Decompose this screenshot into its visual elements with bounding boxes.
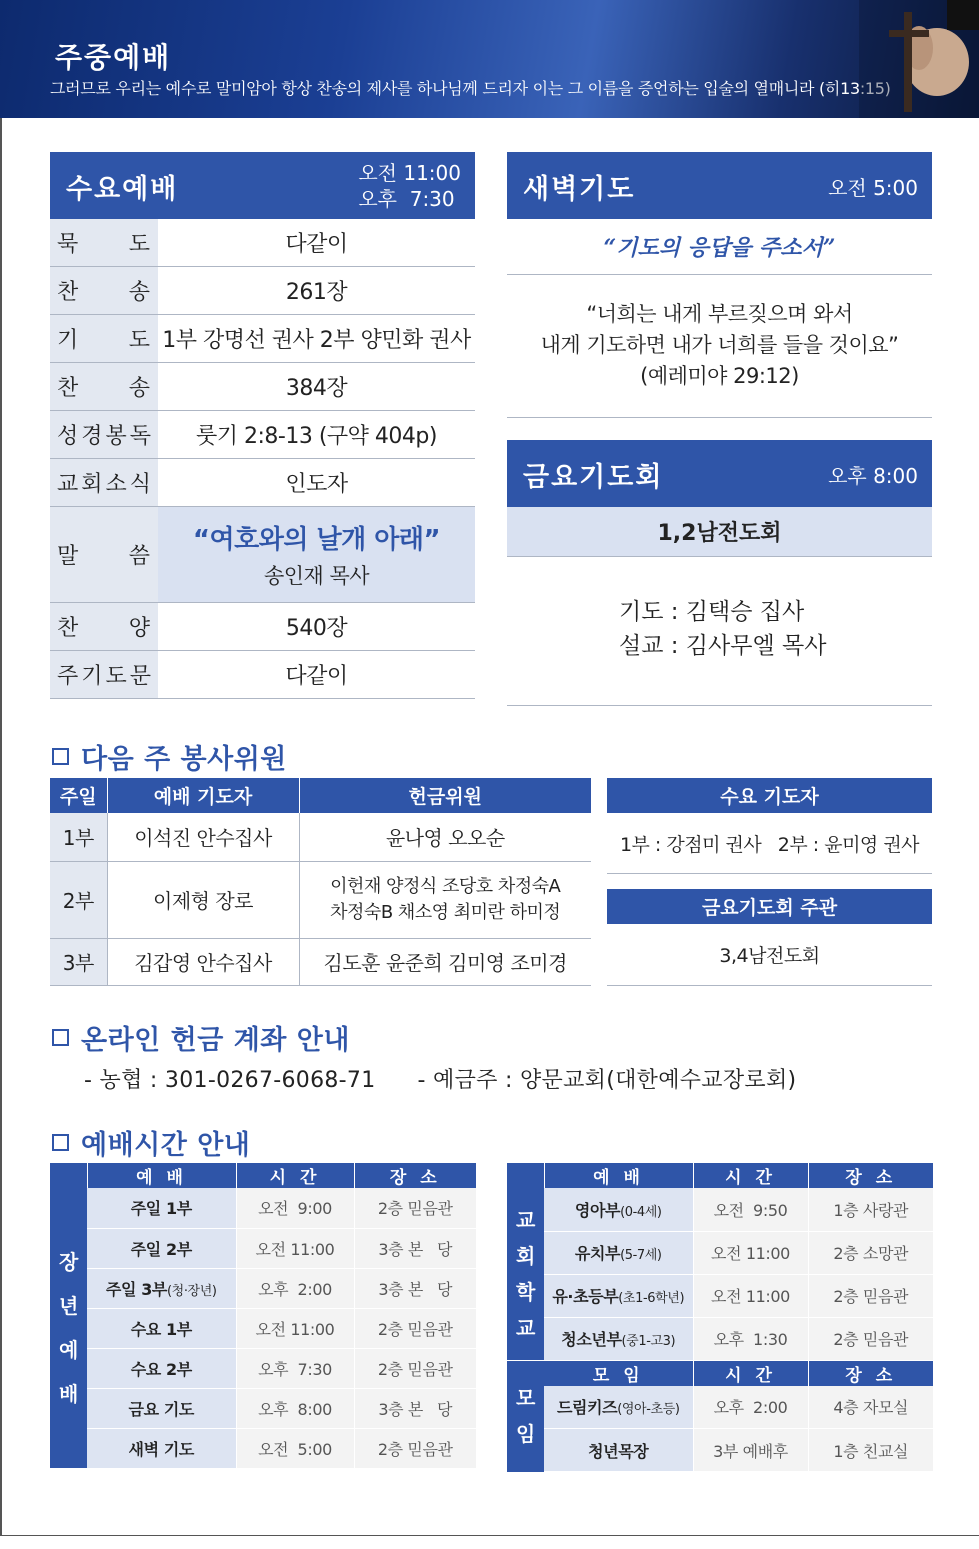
- schedule-section-title: 예배시간 안내: [52, 1123, 250, 1162]
- order-value: 384장: [285, 376, 348, 401]
- wednesday-header: [50, 152, 475, 219]
- table-row: [50, 861, 591, 938]
- service-time: 오전 9:00: [236, 1188, 354, 1228]
- offering-members: 김도훈 윤준희 김미영 조미경: [299, 938, 591, 985]
- meeting-side-label: 모 임: [507, 1360, 544, 1472]
- column-header: 장 소: [354, 1163, 476, 1188]
- wednesday-worship: [50, 152, 475, 699]
- order-row: [50, 411, 475, 459]
- department-name: 유치부(5-7세): [544, 1231, 693, 1274]
- adult-worship-table: [50, 1163, 476, 1469]
- order-label: 찬 송: [50, 267, 158, 314]
- service-place: 2층 믿음관: [354, 1348, 476, 1388]
- table-row: [50, 1268, 476, 1308]
- bank-account: - 농협 : 301-0267-6068-71: [84, 1068, 376, 1093]
- column-header: 장 소: [808, 1163, 933, 1188]
- order-value: 540장: [285, 616, 348, 641]
- department-time: 오전 11:00: [693, 1274, 808, 1317]
- prayer-leader: 이제형 장로: [107, 861, 299, 938]
- meeting-name: 청년목장: [544, 1429, 693, 1472]
- online-section-title: 온라인 헌금 계좌 안내: [52, 1018, 350, 1057]
- service-time: 오전 5:00: [236, 1428, 354, 1468]
- wednesday-times: [358, 160, 461, 212]
- order-row: [50, 363, 475, 411]
- dawn-quote: [507, 275, 932, 392]
- sermon-label: 말 씀: [50, 507, 158, 602]
- wednesday-prayer-header: 수요 기도자: [607, 778, 932, 813]
- service-place: 2층 믿음관: [354, 1188, 476, 1228]
- service-place: 2층 믿음관: [354, 1308, 476, 1348]
- column-header: 주일: [50, 778, 107, 813]
- service-name: 새벽 기도: [87, 1428, 236, 1468]
- order-row: [50, 651, 475, 699]
- service-place: 3층 본 당: [354, 1388, 476, 1428]
- order-value: 1부 강명선 권사 2부 양민화 권사: [162, 328, 471, 353]
- table-row: [50, 1348, 476, 1388]
- order-label: 찬 송: [50, 363, 158, 410]
- table-row: [50, 1388, 476, 1428]
- quote-line: 내게 기도하면 내가 너희를 들을 것이요”: [540, 333, 899, 357]
- order-label: 묵 도: [50, 219, 158, 266]
- quote-line: “너희는 내게 부르짖으며 와서: [586, 302, 853, 326]
- service-name: 수요 2부: [87, 1348, 236, 1388]
- wednesday-time-am: 오전 11:00: [358, 161, 461, 185]
- account-info: [84, 1063, 796, 1094]
- adult-side-label: 장 년 예 배: [50, 1188, 87, 1468]
- friday-group: 1,2남전도회: [507, 507, 932, 557]
- table-row: [50, 813, 591, 861]
- checkbox-square-icon: [52, 1029, 69, 1046]
- table-row: [507, 1188, 933, 1231]
- service-part: 1부: [50, 813, 107, 861]
- checkbox-square-icon: [52, 748, 69, 765]
- table-header-row: [507, 1163, 933, 1188]
- account-holder: - 예금주 : 양문교회(대한예수교장로회): [417, 1068, 797, 1093]
- meeting-time: 3부 예배후: [693, 1429, 808, 1472]
- dawn-prayer: [507, 152, 932, 418]
- department-time: 오전 9:50: [693, 1188, 808, 1231]
- table-row: [50, 1188, 476, 1228]
- table-row: [507, 1429, 933, 1472]
- table-row: [507, 1231, 933, 1274]
- department-time: 오전 11:00: [693, 1231, 808, 1274]
- sermon-preacher: 송인재 목사: [263, 564, 370, 588]
- friday-details: [507, 557, 932, 663]
- wednesday-title: 수요예배: [66, 174, 179, 205]
- wednesday-time-pm: 오후 7:30: [358, 187, 455, 211]
- friday-prayer: [507, 440, 932, 706]
- friday-header: [507, 440, 932, 507]
- friday-time: 오후 8:00: [828, 464, 918, 488]
- banner: [0, 0, 979, 118]
- order-row: [50, 459, 475, 507]
- column-header: 예 배: [87, 1163, 236, 1188]
- meeting-time: 오후 2:00: [693, 1386, 808, 1429]
- table-row: [507, 1386, 933, 1429]
- school-side-label: 교 회 학 교: [507, 1188, 544, 1360]
- department-time: 오후 1:30: [693, 1317, 808, 1360]
- column-header: 모 임: [544, 1360, 693, 1386]
- table-row: [50, 938, 591, 985]
- order-label: 기 도: [50, 315, 158, 362]
- department-place: 2층 믿음관: [808, 1274, 933, 1317]
- column-header: 장 소: [808, 1360, 933, 1386]
- department-name: 영아부(0-4세): [544, 1188, 693, 1231]
- dawn-header: [507, 152, 932, 219]
- sermon-value: [158, 507, 475, 602]
- service-place: 2층 믿음관: [354, 1428, 476, 1468]
- wednesday-prayer-box: [607, 778, 932, 874]
- order-label: 교회소식: [50, 459, 158, 506]
- table-row: [507, 1274, 933, 1317]
- volunteers-section-title: 다음 주 봉사위원: [52, 737, 287, 776]
- table-row: [507, 1317, 933, 1360]
- friday-host-box: [607, 889, 932, 986]
- table-header-row: [50, 1163, 476, 1188]
- service-name: 수요 1부: [87, 1308, 236, 1348]
- friday-host-header: 금요기도회 주관: [607, 889, 932, 924]
- service-name: 주일 2부: [87, 1228, 236, 1268]
- wednesday-prayer-value: 1부 : 강점미 권사 2부 : 윤미영 권사: [607, 813, 932, 874]
- sermon-row: [50, 507, 475, 603]
- church-school-table: [507, 1163, 933, 1472]
- service-time: 오후 7:30: [236, 1348, 354, 1388]
- friday-prayer-leader: 기도 : 김택승 집사: [619, 599, 805, 625]
- service-place: 3층 본 당: [354, 1268, 476, 1308]
- department-place: 2층 소망관: [808, 1231, 933, 1274]
- offering-members: 이헌재 양정식 조당호 차정숙A 차정숙B 채소영 최미란 하미정: [299, 861, 591, 938]
- table-row: [50, 1428, 476, 1468]
- order-row: [50, 219, 475, 267]
- meeting-name: 드림키즈(영아-초등): [544, 1386, 693, 1429]
- prayer-leader: 김갑영 안수집사: [107, 938, 299, 985]
- banner-verse: 그러므로 우리는 예수로 말미암아 항상 찬송의 제사를 하나님께 드리자 이는 그 이름을 증언하는 입술의 열매니라 (히13:15): [50, 79, 891, 98]
- praying-hands-icon: [859, 0, 979, 118]
- banner-title: 주중예배: [55, 41, 172, 74]
- column-header: 시 간: [693, 1360, 808, 1386]
- friday-title: 금요기도회: [523, 462, 664, 493]
- checkbox-square-icon: [52, 1134, 69, 1151]
- order-label: 찬 양: [50, 603, 158, 650]
- order-label: 주기도문: [50, 651, 158, 698]
- friday-host-value: 3,4남전도회: [607, 924, 932, 986]
- dawn-time: 오전 5:00: [828, 176, 918, 200]
- order-value: 261장: [285, 280, 348, 305]
- service-time: 오후 2:00: [236, 1268, 354, 1308]
- service-time: 오전 11:00: [236, 1228, 354, 1268]
- department-name: 청소년부(중1-고3): [544, 1317, 693, 1360]
- order-row: [50, 267, 475, 315]
- order-value: 룻기 2:8-13 (구약 404p): [196, 424, 437, 449]
- service-place: 3층 본 당: [354, 1228, 476, 1268]
- column-header: 시 간: [236, 1163, 354, 1188]
- order-value: 인도자: [285, 472, 348, 497]
- friday-preacher: 설교 : 김사무엘 목사: [619, 633, 827, 659]
- table-row: [50, 1228, 476, 1268]
- order-value: 다같이: [285, 232, 348, 257]
- prayer-leader: 이석진 안수집사: [107, 813, 299, 861]
- table-header-row: [50, 778, 591, 813]
- department-place: 2층 믿음관: [808, 1317, 933, 1360]
- order-row: [50, 315, 475, 363]
- service-name: 주일 1부: [87, 1188, 236, 1228]
- department-name: 유·초등부(초1-6학년): [544, 1274, 693, 1317]
- dawn-title: 새벽기도: [523, 174, 636, 205]
- quote-reference: (예레미야 29:12): [640, 364, 799, 388]
- service-part: 3부: [50, 938, 107, 985]
- service-name: 주일 3부(청·장년): [87, 1268, 236, 1308]
- meeting-place: 4층 자모실: [808, 1386, 933, 1429]
- service-time: 오후 8:00: [236, 1388, 354, 1428]
- side-header-blank: [507, 1163, 544, 1188]
- order-value: 다같이: [285, 664, 348, 689]
- service-time: 오전 11:00: [236, 1308, 354, 1348]
- dawn-subtitle: “기도의 응답을 주소서”: [507, 219, 932, 275]
- meeting-header-row: [507, 1360, 933, 1386]
- column-header: 헌금위원: [299, 778, 591, 813]
- order-row: [50, 603, 475, 651]
- column-header: 예 배: [544, 1163, 693, 1188]
- side-header-blank: [50, 1163, 87, 1188]
- service-name: 금요 기도: [87, 1388, 236, 1428]
- volunteers-table: [50, 778, 591, 986]
- column-header: 시 간: [693, 1163, 808, 1188]
- column-header: 예배 기도자: [107, 778, 299, 813]
- sermon-title: “여호와의 날개 아래”: [192, 525, 441, 555]
- meeting-place: 1층 친교실: [808, 1429, 933, 1472]
- table-row: [50, 1308, 476, 1348]
- service-part: 2부: [50, 861, 107, 938]
- order-label: 성경봉독: [50, 411, 158, 458]
- department-place: 1층 사랑관: [808, 1188, 933, 1231]
- offering-members: 윤나영 오오순: [299, 813, 591, 861]
